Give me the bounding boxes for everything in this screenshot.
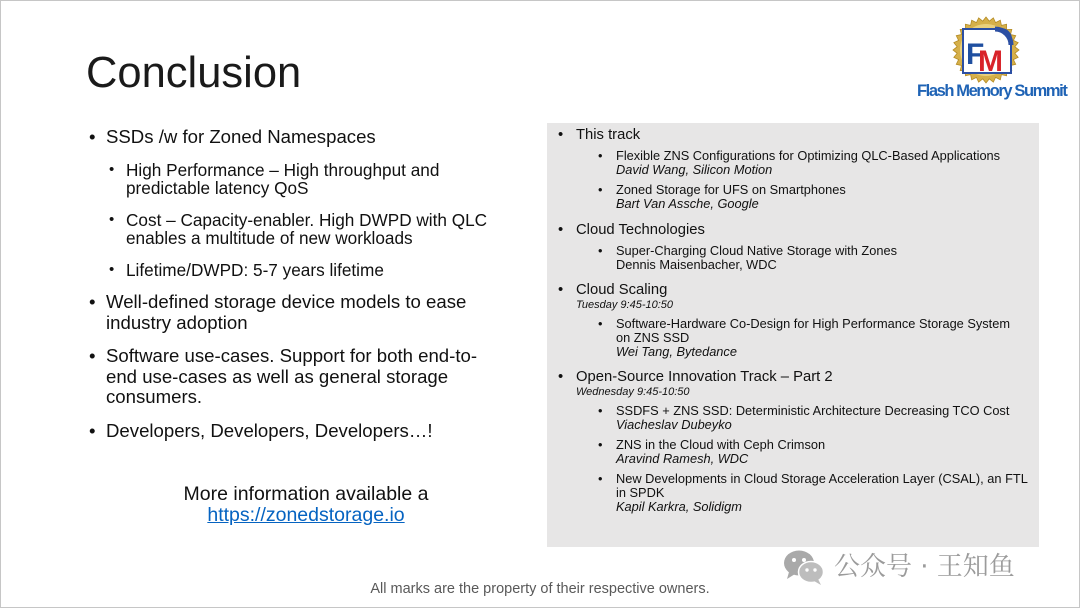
talk-item [598, 149, 1035, 177]
session-time: Tuesday 9:45-10:50 [576, 298, 674, 311]
sub-bullet-text: • Cost – Capacity-enabler. High DWPD with QLC enables a multitude of new workloads [126, 210, 488, 248]
talk-speaker: Bart Van Assche, Google [616, 196, 759, 211]
sub-bullet-text: • High Performance – High throughput and predictable latency QoS [126, 160, 440, 198]
bullet-text: • SSDs /w for Zoned Namespaces [106, 126, 376, 147]
slide-title: Conclusion [86, 49, 302, 97]
talk-speaker: Dennis Maisenbacher, WDC [616, 256, 777, 272]
bullet-zoned-namespaces [89, 127, 529, 279]
sub-bullet-text: • Lifetime/DWPD: 5-7 years lifetime [126, 260, 384, 280]
talk-item [598, 404, 1035, 432]
bullet-text: • Software use-cases. Support for both end-to- end use-cases as well as general storage consumers. [106, 345, 478, 407]
session-title: • Open-Source Innovation Track – Part 2 [576, 369, 1035, 386]
talk-list [598, 149, 1035, 211]
slide-footer: All marks are the property of their respective owners. [370, 581, 710, 597]
more-info-text: More information available a [183, 483, 429, 505]
talk-list [598, 404, 1035, 514]
talk-speaker: Kapil Karkra, Solidigm [616, 498, 742, 514]
talk-title: • ZNS in the Cloud with Ceph Crimson [616, 436, 826, 452]
talk-title: • Software-Hardware Co-Design for High Performance Storage System on ZNS SSD [616, 315, 1011, 345]
watermark-text: 公众号 · 王知鱼 [834, 552, 1015, 582]
talk-item [598, 183, 1035, 211]
talk-list [598, 244, 1035, 272]
talk-speaker: David Wang, Silicon Motion [616, 162, 773, 177]
bullet-text: • Well-defined storage device models to ease industry adoption [106, 291, 467, 333]
talk-item [598, 244, 1035, 272]
flash-memory-summit-logo [949, 15, 1023, 85]
logo-letter-f: F [966, 38, 985, 71]
more-info-link-row [106, 505, 506, 526]
wechat-icon [783, 548, 825, 586]
session-title: • Cloud Technologies [576, 222, 1035, 239]
session-cloud-scaling [558, 282, 1035, 359]
bullet-text: • Developers, Developers, Developers…! [106, 419, 433, 441]
session-title: • Cloud Scaling [576, 282, 1035, 299]
session-time: Wednesday 9:45-10:50 [576, 385, 690, 398]
session-title: • This track [576, 127, 1035, 144]
sessions-panel [547, 123, 1039, 547]
session-cloud-technologies [558, 222, 1035, 272]
sub-bullet-lifetime [109, 261, 529, 279]
session-open-source-innovation [558, 369, 1035, 514]
talk-title: • Zoned Storage for UFS on Smartphones [616, 182, 846, 197]
bullet-software-use-cases [89, 346, 529, 408]
talk-item [598, 472, 1035, 514]
zonedstorage-link[interactable]: https://zonedstorage.io [207, 504, 405, 526]
talk-item [598, 438, 1035, 466]
talk-list [598, 317, 1035, 359]
logo-wordmark: Flash Memory Summit [917, 82, 1067, 100]
talk-speaker: Aravind Ramesh, WDC [616, 450, 749, 466]
session-this-track [558, 127, 1035, 211]
bullet-device-models [89, 292, 529, 333]
talk-speaker: Wei Tang, Bytedance [616, 343, 737, 359]
sub-bullet-list [109, 161, 529, 279]
watermark [783, 547, 1046, 587]
talk-title: • SSDFS + ZNS SSD: Deterministic Architecture Decreasing TCO Cost [616, 402, 1010, 418]
sub-bullet-cost [109, 211, 529, 247]
bullet-developers [89, 421, 529, 442]
talk-title: • New Developments in Cloud Storage Acceleration Layer (CSAL), an FTL in SPDK [616, 470, 1028, 500]
conclusion-bullet-list [89, 127, 529, 441]
sub-bullet-performance [109, 161, 529, 197]
logo-letter-m: M [978, 45, 1003, 78]
talk-item [598, 317, 1035, 359]
talk-title: • Flexible ZNS Configurations for Optimizing QLC-Based Applications [616, 148, 1001, 163]
talk-speaker: Viacheslav Dubeyko [616, 416, 732, 432]
talk-title: • Super-Charging Cloud Native Storage with Zones [616, 242, 897, 258]
